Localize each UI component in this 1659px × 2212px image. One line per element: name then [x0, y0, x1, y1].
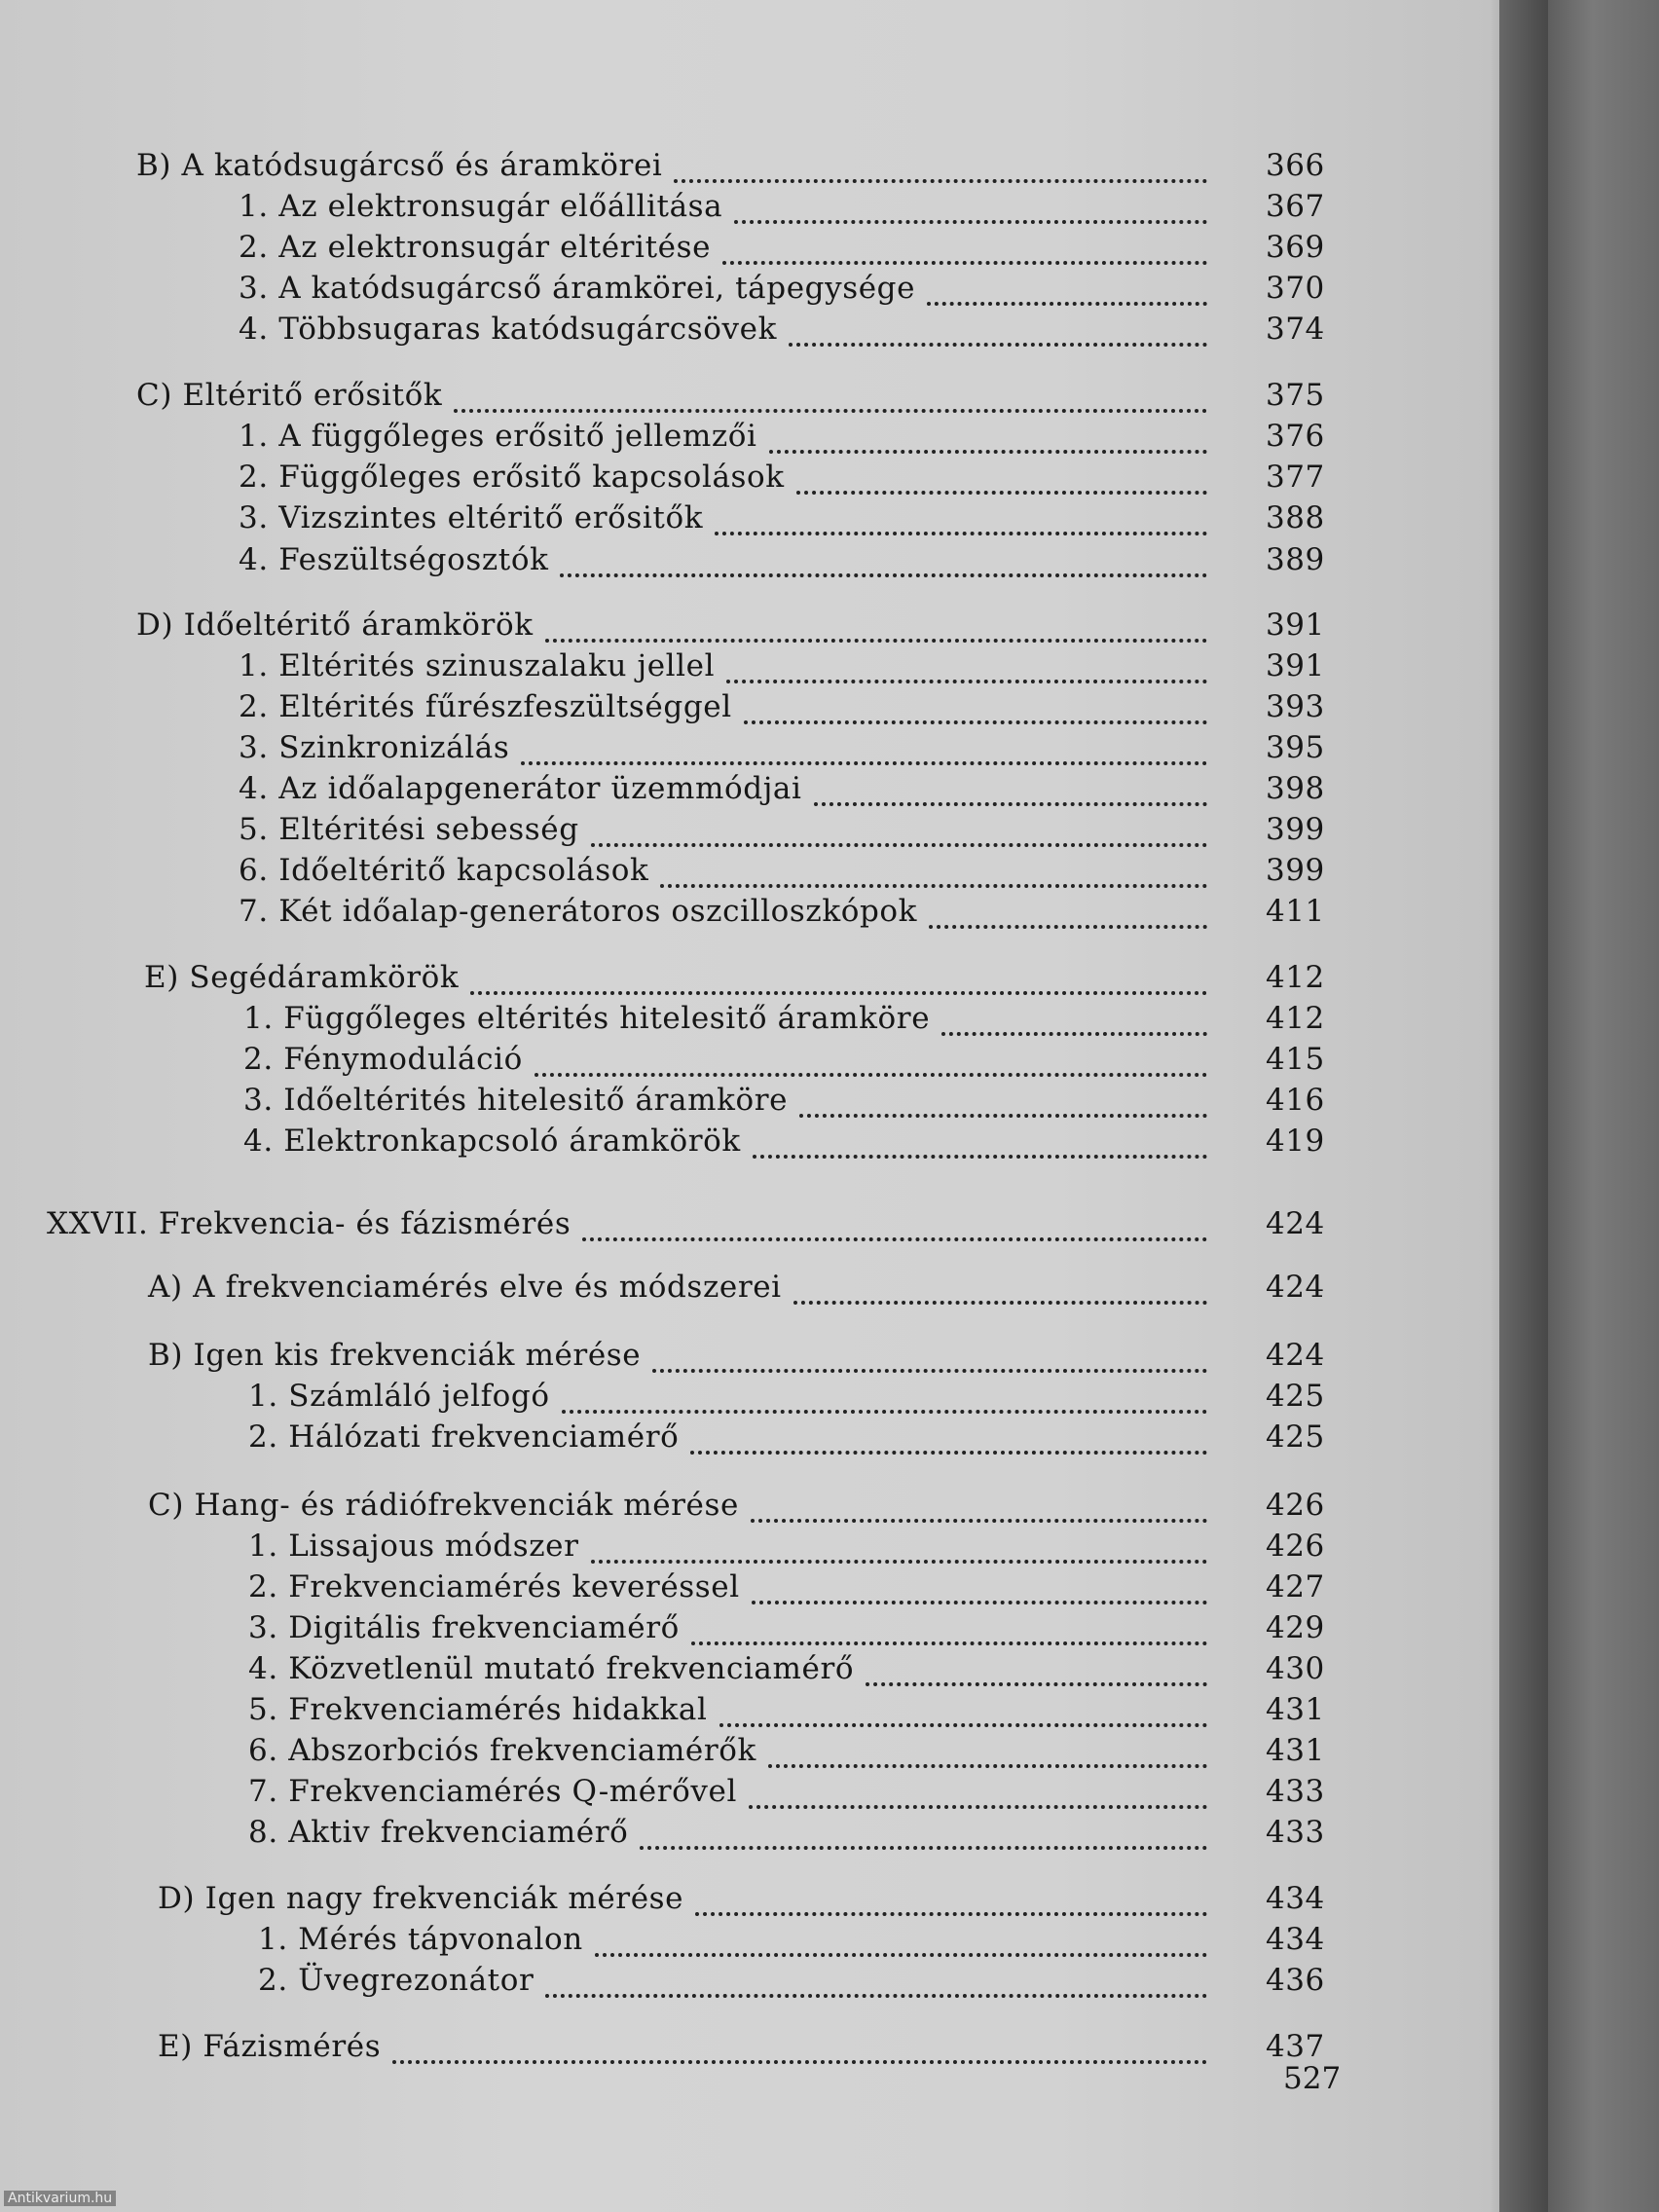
dot-leader [715, 502, 1207, 535]
dot-leader [749, 1776, 1207, 1809]
toc-entry-title: 8. Aktiv frekvenciamérő [248, 1815, 629, 1850]
toc-entry-page: 415 [1266, 1042, 1325, 1077]
toc-entry-title: 1. Számláló jelfogó [248, 1379, 550, 1414]
dot-leader [545, 1965, 1207, 1998]
toc-entry-page: 430 [1266, 1651, 1325, 1686]
toc-entry [0, 997, 1499, 1040]
dot-leader [799, 1085, 1207, 1118]
watermark: Antikvarium.hu [4, 2191, 116, 2206]
dot-leader [751, 1490, 1207, 1523]
toc-entry-page: 399 [1266, 812, 1325, 847]
toc-entry [0, 1266, 1499, 1309]
dot-leader [719, 1694, 1207, 1727]
dot-leader [660, 855, 1207, 888]
dot-leader [793, 1272, 1207, 1305]
toc-entry [0, 1202, 1499, 1245]
toc-entry [0, 1079, 1499, 1122]
toc-entry [0, 1525, 1499, 1567]
toc-entry-title: 2. Frekvenciamérés keveréssel [248, 1569, 740, 1604]
toc-entry [0, 1729, 1499, 1772]
dot-leader [927, 273, 1207, 306]
toc-entry [0, 1688, 1499, 1731]
toc-entry [0, 1038, 1499, 1081]
toc-entry [0, 1120, 1499, 1162]
toc-entry-title: B) A katódsugárcső és áramkörei [136, 148, 663, 183]
dot-leader [866, 1653, 1207, 1686]
toc-entry [0, 1811, 1499, 1854]
toc-entry-page: 369 [1266, 230, 1325, 265]
dot-leader [734, 191, 1207, 224]
toc-entry-title: C) Hang- és rádiófrekvenciák mérése [148, 1488, 739, 1523]
toc-entry-title: 2. Az elektronsugár eltéritése [239, 230, 712, 265]
toc-entry-page: 434 [1266, 1922, 1325, 1957]
toc-entry [0, 645, 1499, 687]
toc-entry [0, 415, 1499, 458]
toc-entry [0, 1647, 1499, 1690]
toc-entry-page: 437 [1266, 2029, 1325, 2064]
toc-entry-page: 419 [1266, 1124, 1325, 1159]
toc-entry-page: 411 [1266, 894, 1325, 929]
toc-entry-title: D) Időeltéritő áramkörök [136, 608, 534, 643]
toc-entry [0, 1334, 1499, 1377]
dot-leader [753, 1125, 1207, 1159]
dot-leader [690, 1421, 1207, 1455]
toc-entry-page: 436 [1266, 1963, 1325, 1998]
toc-entry-title: 6. Időeltéritő kapcsolások [239, 853, 649, 888]
toc-entry-page: 425 [1266, 1419, 1325, 1455]
toc-entry-title: C) Eltéritő erősitők [136, 378, 443, 413]
dot-leader [521, 732, 1207, 765]
toc-entry [0, 604, 1499, 646]
toc-entry [0, 185, 1499, 228]
toc-entry-title: 1. Az elektronsugár előállitása [239, 189, 723, 224]
toc-entry-page: 399 [1266, 853, 1325, 888]
dot-leader [591, 814, 1207, 847]
toc-entry-title: 4. Feszültségosztók [239, 542, 549, 577]
toc-entry-title: 6. Abszorbciós frekvenciamérők [248, 1733, 756, 1768]
toc-entry-page: 416 [1266, 1083, 1325, 1118]
toc-entry [0, 1606, 1499, 1649]
toc-entry-title: 1. Mérés tápvonalon [258, 1922, 583, 1957]
dot-leader [560, 544, 1207, 577]
dot-leader [744, 691, 1207, 724]
toc-entry-page: 395 [1266, 730, 1325, 765]
dot-leader [722, 232, 1207, 265]
toc-entry-title: 4. Elektronkapcsoló áramkörök [243, 1124, 741, 1159]
dot-leader [652, 1340, 1207, 1373]
dot-leader [752, 1571, 1207, 1604]
toc-entry [0, 1770, 1499, 1813]
dot-leader [470, 962, 1207, 995]
toc-entry [0, 374, 1499, 417]
page-number: 527 [1283, 2061, 1342, 2096]
toc-entry [0, 890, 1499, 933]
toc-entry-title: E) Segédáramkörök [144, 960, 460, 995]
dot-leader [640, 1817, 1207, 1850]
dot-leader [535, 1044, 1207, 1077]
toc-entry [0, 849, 1499, 892]
toc-entry-title: 3. A katódsugárcső áramkörei, tápegysége [239, 271, 916, 306]
toc-entry-page: 370 [1266, 271, 1325, 306]
toc-entry-page: 426 [1266, 1488, 1325, 1523]
toc-entry [0, 808, 1499, 851]
toc-entry [0, 1877, 1499, 1920]
toc-entry [0, 308, 1499, 350]
toc-entry-title: 2. Fénymoduláció [243, 1042, 523, 1077]
toc-entry-title: 2. Hálózati frekvenciamérő [248, 1419, 680, 1455]
toc-entry-page: 424 [1266, 1206, 1325, 1241]
toc-entry-title: 3. Időeltérités hitelesitő áramköre [243, 1083, 789, 1118]
toc-entry-title: 4. Többsugaras katódsugárcsövek [239, 312, 777, 347]
dot-leader [691, 1612, 1207, 1645]
toc-entry-title: 7. Frekvenciamérés Q-mérővel [248, 1774, 737, 1809]
toc-entry-page: 391 [1266, 608, 1325, 643]
toc-entry-title: 7. Két időalap-generátoros oszcilloszkópok [239, 894, 918, 929]
toc-entry-title: 3. Szinkronizálás [239, 730, 510, 765]
dot-leader [941, 1003, 1207, 1036]
toc-entry-title: 2. Eltérités fűrészfeszültséggel [239, 689, 732, 724]
toc-entry-title: 5. Frekvenciamérés hidakkal [248, 1692, 708, 1727]
toc-entry-page: 366 [1266, 148, 1325, 183]
toc-entry-page: 376 [1266, 419, 1325, 454]
dot-leader [454, 380, 1207, 413]
dot-leader [768, 1735, 1207, 1768]
toc-entry-title: 1. A függőleges erősitő jellemzői [239, 419, 757, 454]
toc-entry-page: 424 [1266, 1338, 1325, 1373]
toc-entry-page: 425 [1266, 1379, 1325, 1414]
toc-entry [0, 767, 1499, 810]
toc-entry-title: 5. Eltéritési sebesség [239, 812, 579, 847]
dot-leader [591, 1530, 1207, 1564]
toc-entry-title: XXVII. Frekvencia- és fázismérés [47, 1206, 571, 1241]
toc-entry [0, 267, 1499, 310]
dot-leader [695, 1883, 1207, 1916]
dot-leader [789, 313, 1207, 347]
toc-entry [0, 1959, 1499, 2002]
toc-entry-page: 434 [1266, 1881, 1325, 1916]
toc-entry-page: 398 [1266, 771, 1325, 806]
dot-leader [545, 609, 1207, 643]
toc-entry-page: 433 [1266, 1774, 1325, 1809]
toc-entry-page: 427 [1266, 1569, 1325, 1604]
toc-entry-page: 424 [1266, 1270, 1325, 1305]
background-edge [1548, 0, 1659, 2212]
dot-leader [595, 1924, 1207, 1957]
toc-entry-title: E) Fázismérés [158, 2029, 382, 2064]
dot-leader [769, 421, 1207, 454]
toc-entry-title: 2. Függőleges erősitő kapcsolások [239, 460, 785, 495]
toc-entry-title: 3. Vizszintes eltéritő erősitők [239, 500, 704, 535]
toc-entry-title: D) Igen nagy frekvenciák mérése [158, 1881, 684, 1916]
toc-entry-title: 4. Az időalapgenerátor üzemmódjai [239, 771, 802, 806]
toc-entry-title: B) Igen kis frekvenciák mérése [148, 1338, 642, 1373]
toc-entry-page: 433 [1266, 1815, 1325, 1850]
toc-entry-page: 374 [1266, 312, 1325, 347]
dot-leader [392, 2031, 1207, 2064]
toc-entry [0, 1375, 1499, 1418]
toc-entry [0, 497, 1499, 539]
toc-entry-page: 377 [1266, 460, 1325, 495]
toc-entry [0, 685, 1499, 728]
toc-entry-page: 391 [1266, 648, 1325, 683]
toc-entry [0, 456, 1499, 498]
toc-entry-title: 4. Közvetlenül mutató frekvenciamérő [248, 1651, 855, 1686]
dot-leader [814, 773, 1208, 806]
page-edge-shadow [1490, 0, 1548, 2212]
toc-entry-title: A) A frekvenciamérés elve és módszerei [148, 1270, 782, 1305]
toc-entry-page: 412 [1266, 1001, 1325, 1036]
dot-leader [726, 650, 1207, 683]
toc-entry-page: 367 [1266, 189, 1325, 224]
dot-leader [929, 896, 1207, 929]
toc-entry-page: 389 [1266, 542, 1325, 577]
dot-leader [562, 1381, 1207, 1414]
dot-leader [796, 461, 1207, 495]
toc-entry [0, 2025, 1499, 2068]
toc-entry [0, 1484, 1499, 1527]
toc-entry [0, 144, 1499, 187]
toc-entry-title: 3. Digitális frekvenciamérő [248, 1610, 680, 1645]
dot-leader [674, 150, 1207, 183]
toc-entry-title: 1. Lissajous módszer [248, 1529, 579, 1564]
toc-entry [0, 538, 1499, 581]
toc-entry [0, 726, 1499, 769]
toc-entry-page: 431 [1266, 1692, 1325, 1727]
toc-entry-page: 426 [1266, 1529, 1325, 1564]
toc-entry-title: 1. Eltérités szinuszalaku jellel [239, 648, 716, 683]
dot-leader [582, 1208, 1207, 1241]
toc-entry [0, 1566, 1499, 1608]
toc-entry-page: 431 [1266, 1733, 1325, 1768]
toc-entry [0, 1416, 1499, 1458]
toc-entry [0, 1918, 1499, 1961]
toc-entry-page: 388 [1266, 500, 1325, 535]
toc-entry [0, 956, 1499, 999]
toc-entry-title: 1. Függőleges eltérités hitelesitő áramköre [243, 1001, 931, 1036]
toc-entry-page: 375 [1266, 378, 1325, 413]
toc-entry-title: 2. Üvegrezonátor [258, 1963, 535, 1998]
toc-entry-page: 429 [1266, 1610, 1325, 1645]
toc-entry-page: 412 [1266, 960, 1325, 995]
toc-entry-page: 393 [1266, 689, 1325, 724]
toc-entry [0, 226, 1499, 269]
